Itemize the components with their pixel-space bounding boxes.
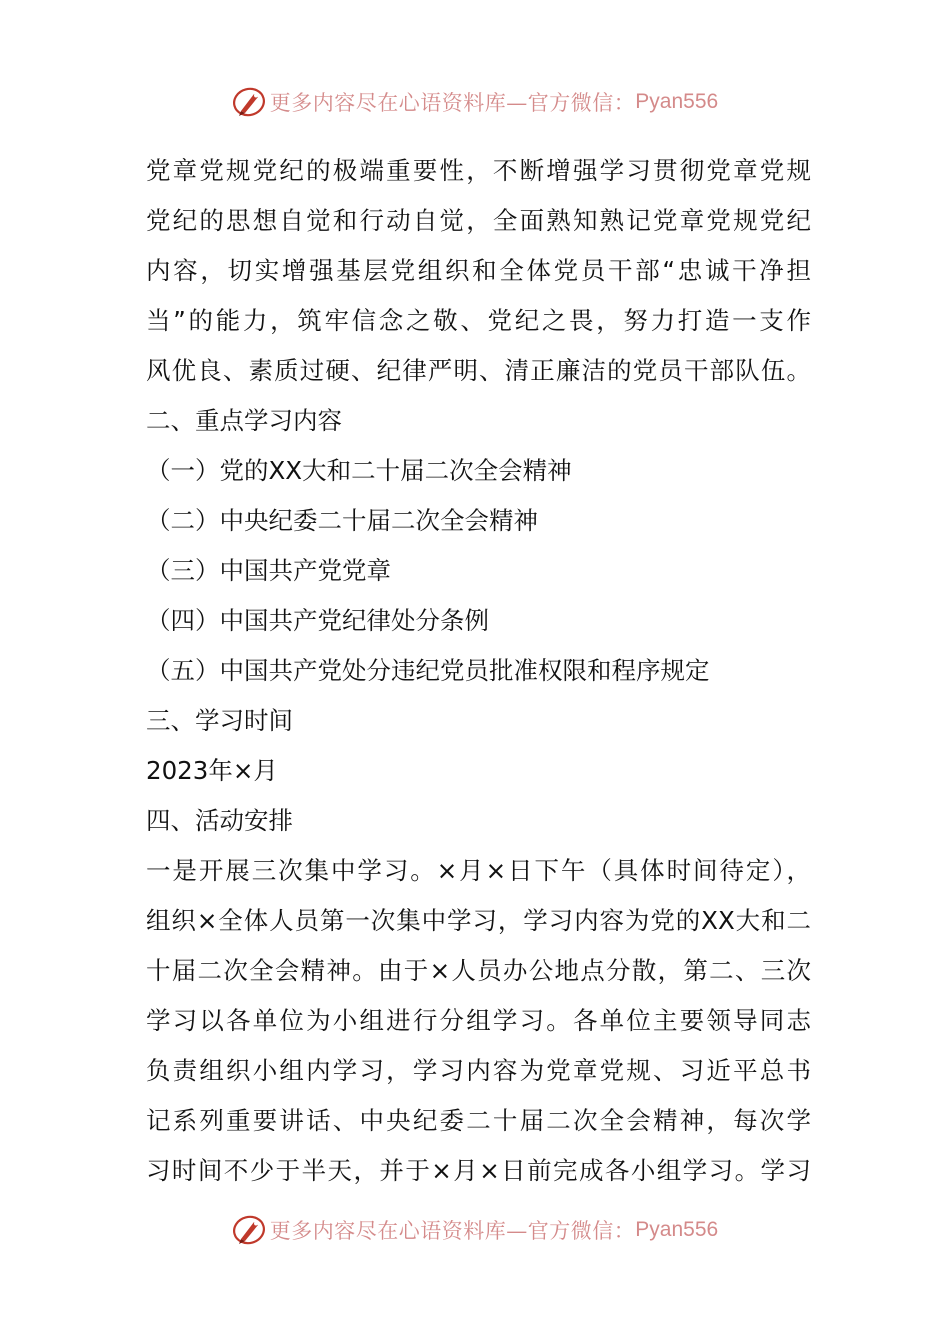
footer-watermark: [0, 1210, 950, 1250]
paragraph-line: 记系列重要讲话、中央纪委二十届二次全会精神，每次学: [146, 1106, 811, 1135]
paragraph-line: 党纪的思想自觉和行动自觉，全面熟知熟记党章党规党纪: [146, 206, 811, 235]
paragraph-line: 党章党规党纪的极端重要性，不断增强学习贯彻党章党规: [146, 156, 811, 185]
list-item: （一）党的XX大和二十届二次全会精神: [146, 456, 572, 485]
paragraph-line: 当”的能力，筑牢信念之敬、党纪之畏，努力打造一支作: [146, 306, 811, 335]
paragraph-line: 十届二次全会精神。由于×人员办公地点分散，第二、三次: [146, 956, 811, 985]
watermark-brand: Pyan556: [635, 1218, 719, 1241]
section-heading: 三、学习时间: [146, 706, 293, 735]
list-item: （四）中国共产党纪律处分条例: [146, 606, 489, 635]
date-line: 2023年×月: [146, 756, 278, 785]
list-item: （五）中国共产党处分违纪党员批准权限和程序规定: [146, 656, 710, 685]
watermark-text: 更多内容尽在心语资料库—官方微信：: [269, 1219, 636, 1243]
paragraph-line: 习时间不少于半天，并于×月×日前完成各小组学习。学习: [146, 1156, 811, 1185]
paragraph-line: 组织×全体人员第一次集中学习，学习内容为党的XX大和二: [146, 906, 811, 935]
paragraph-line: 一是开展三次集中学习。×月×日下午（具体时间待定），: [146, 856, 811, 885]
document-body: [146, 146, 811, 1196]
section-heading: 二、重点学习内容: [146, 406, 342, 435]
paragraph-line: 内容，切实增强基层党组织和全体党员干部“忠诚干净担: [146, 256, 811, 285]
header-watermark: [0, 82, 950, 122]
pen-logo-icon: [232, 85, 266, 119]
paragraph-line: 负责组织小组内学习，学习内容为党章党规、习近平总书: [146, 1056, 811, 1085]
paragraph-line: 风优良、素质过硬、纪律严明、清正廉洁的党员干部队伍。: [146, 356, 811, 385]
pen-logo-icon: [232, 1213, 266, 1247]
paragraph-line: 学习以各单位为小组进行分组学习。各单位主要领导同志: [146, 1006, 811, 1035]
section-heading: 四、活动安排: [146, 806, 293, 835]
list-item: （三）中国共产党党章: [146, 556, 391, 585]
list-item: （二）中央纪委二十届二次全会精神: [146, 506, 538, 535]
watermark-text: 更多内容尽在心语资料库—官方微信：: [269, 91, 636, 115]
watermark-brand: Pyan556: [635, 90, 719, 113]
